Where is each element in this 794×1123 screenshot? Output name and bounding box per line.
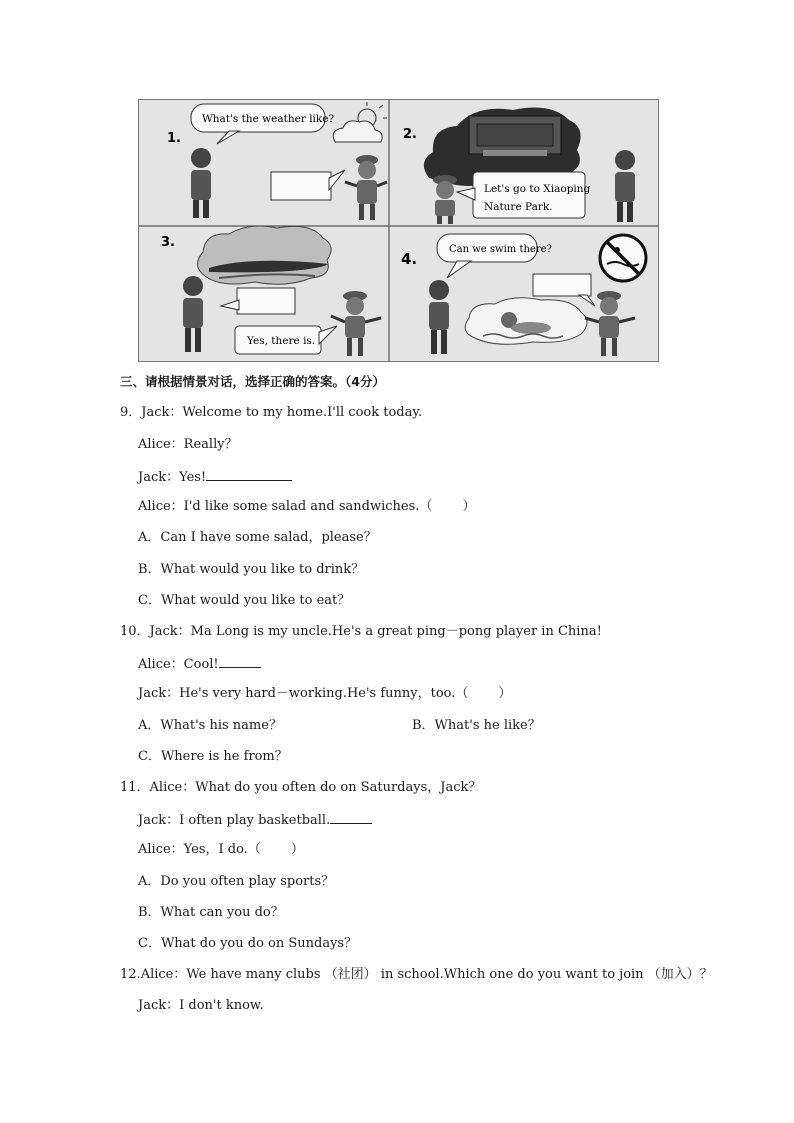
q11-line3-end: ） bbox=[290, 842, 304, 857]
q11-option-a: A．Do you often play sports？ bbox=[138, 874, 335, 889]
boy-figure-4 bbox=[429, 280, 449, 354]
panel-2-number: 2. bbox=[403, 127, 417, 142]
q9-line1-text: Jack：Welcome to my home.I'll cook today. bbox=[141, 405, 423, 420]
q9-line4-text: Alice：I'd like some salad and sandwiches.（ bbox=[138, 499, 433, 514]
q11-line3-text: Alice：Yes，I do.（ bbox=[138, 842, 261, 857]
girl-figure-4 bbox=[585, 291, 635, 356]
q10-option-c: C．Where is he from？ bbox=[138, 749, 288, 764]
q9-line2: Alice：Really？ bbox=[138, 437, 238, 452]
panel-2 bbox=[403, 108, 635, 224]
comic-figure bbox=[138, 99, 659, 362]
panel-3 bbox=[161, 226, 381, 356]
q11-line2 bbox=[138, 811, 372, 829]
panel-4-speech: Can we swim there? bbox=[449, 244, 552, 255]
q10-line3 bbox=[138, 686, 511, 702]
q11-number: 11． bbox=[120, 780, 150, 795]
q10-number: 10． bbox=[120, 624, 150, 639]
q9-option-a: A．Can I have some salad，please？ bbox=[138, 530, 377, 545]
river-icon bbox=[197, 226, 331, 284]
q10-line3-end: ） bbox=[498, 686, 512, 701]
q10-line1-text: Jack：Ma Long is my uncle.He's a great ping－pong player in China! bbox=[149, 624, 602, 639]
q9-line4 bbox=[138, 499, 475, 515]
q9-line4-end: ） bbox=[462, 499, 476, 514]
cloud-sun-icon bbox=[333, 102, 387, 142]
q11-option-c: C．What do you do on Sundays？ bbox=[138, 936, 358, 951]
q9-line3-text: Jack：Yes! bbox=[138, 470, 207, 485]
boy-figure-1 bbox=[191, 148, 211, 218]
q12-number: 12. bbox=[120, 967, 141, 982]
q9-number: 9． bbox=[120, 405, 142, 420]
panel-1 bbox=[167, 102, 387, 220]
q10-line3-text: Jack：He's very hard－working.He's funny，too.（ bbox=[138, 686, 469, 701]
girl-figure-3 bbox=[331, 291, 381, 356]
section-3-title: 三、请根据情景对话，选择正确的答案。（4分） bbox=[120, 374, 385, 389]
q10-option-a: A．What's his name？ bbox=[138, 718, 282, 733]
q9-line3 bbox=[138, 468, 292, 486]
q10-line2 bbox=[138, 655, 261, 673]
panel-3-speech: Yes, there is. bbox=[247, 335, 316, 347]
panel-1-empty-bubble bbox=[271, 170, 345, 200]
q11-answer-blank[interactable] bbox=[330, 811, 372, 824]
q10-answer-blank[interactable] bbox=[219, 655, 261, 668]
panel-4-speech-bubble bbox=[437, 234, 552, 278]
panel-1-speech: What's the weather like? bbox=[202, 113, 335, 125]
panel-2-speech-bubble bbox=[457, 172, 591, 218]
q12-line1 bbox=[120, 967, 713, 983]
q9-line1 bbox=[120, 405, 422, 421]
panel-3-empty-bubble bbox=[221, 288, 295, 314]
panel-3-number: 3. bbox=[161, 235, 175, 250]
q11-line2-text: Jack：I often play basketball. bbox=[138, 813, 331, 828]
q12-line2: Jack：I don't know. bbox=[138, 998, 264, 1013]
panel-4-number: 4. bbox=[401, 250, 418, 268]
q12-line1-text: Alice：We have many clubs （社团） in school.Which one do you want to join （加入）？ bbox=[140, 967, 713, 982]
panel-1-number: 1. bbox=[167, 131, 181, 146]
girl-figure-2 bbox=[433, 175, 457, 224]
boy-figure-3 bbox=[183, 276, 203, 352]
q11-line1-text: Alice：What do you often do on Saturdays，Jack？ bbox=[149, 780, 482, 795]
swimmer-icon bbox=[465, 298, 587, 345]
q11-line3 bbox=[138, 842, 304, 858]
panel-2-speech-line2: Nature Park. bbox=[484, 201, 553, 213]
no-swimming-icon bbox=[600, 235, 646, 281]
q10-line1 bbox=[120, 624, 602, 640]
boy-figure-2 bbox=[615, 150, 635, 222]
panel-1-speech-bubble bbox=[191, 104, 334, 144]
q9-option-c: C．What would you like to eat？ bbox=[138, 593, 351, 608]
panel-3-speech-bubble bbox=[235, 326, 337, 354]
q11-line1 bbox=[120, 780, 481, 796]
panel-2-speech-line1: Let's go to Xiaoping bbox=[484, 183, 591, 195]
q9-option-b: B．What would you like to drink？ bbox=[138, 562, 365, 577]
q10-option-b: B．What's he like？ bbox=[412, 718, 541, 733]
q9-answer-blank[interactable] bbox=[206, 468, 292, 481]
girl-figure-1 bbox=[345, 155, 387, 220]
q10-line2-text: Alice：Cool! bbox=[138, 657, 219, 672]
panel-4 bbox=[401, 234, 646, 356]
q11-option-b: B．What can you do？ bbox=[138, 905, 284, 920]
